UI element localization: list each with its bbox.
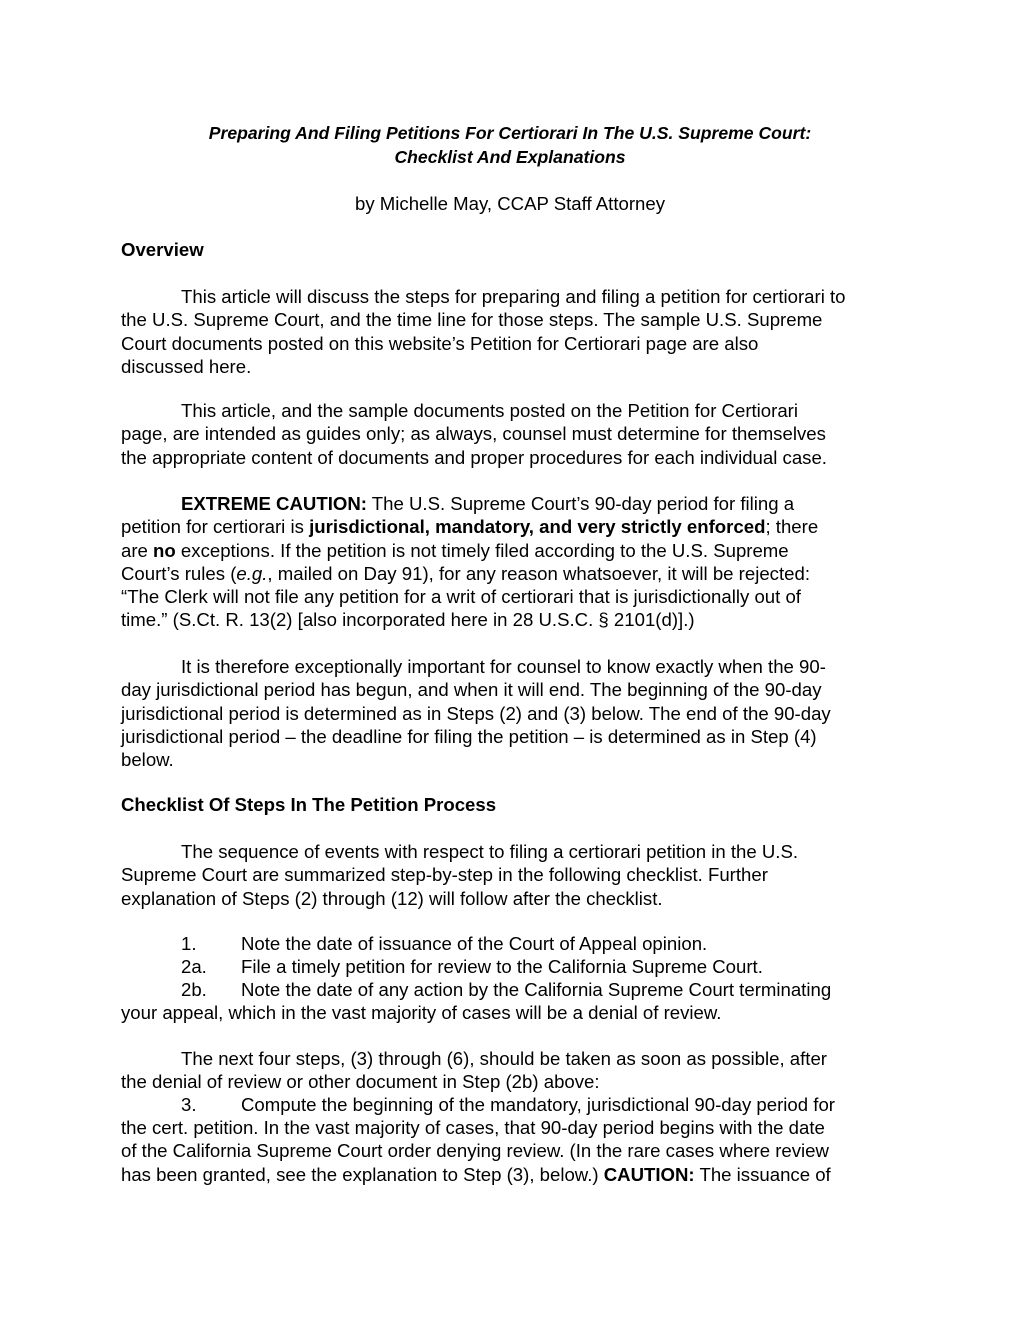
caution-paragraph xyxy=(121,492,911,632)
checklist-item-2b xyxy=(181,978,911,1001)
caution-italic-eg: e.g. xyxy=(236,562,268,584)
item-text: Compute the beginning of the mandatory, jurisdictional 90-day period for xyxy=(241,1094,835,1115)
item-text: Note the date of any action by the California Supreme Court terminating xyxy=(241,979,832,1000)
next-steps-paragraph: The next four steps, (3) through (6), should be taken as soon as possible, after the denial of review or other document in Step (2b) above: xyxy=(121,1048,827,1093)
caution-bold-no: no xyxy=(153,539,176,561)
overview-heading: Overview xyxy=(121,239,204,260)
item-text: Note the date of issuance of the Court of Appeal opinion. xyxy=(241,933,708,954)
step3-caution-label: CAUTION: xyxy=(603,1163,695,1185)
checklist-heading: Checklist Of Steps In The Petition Process xyxy=(121,794,497,815)
checklist-item-3-continued xyxy=(121,1116,911,1186)
overview-paragraph-1: This article will discuss the steps for preparing and filing a petition for certiorari to the U.S. Supreme Court, and the time line for those steps. The sample U.S. Supreme Court documents posted on this website’s Petition for Certiorari page are also discussed here. xyxy=(121,286,846,377)
item-text: File a timely petition for review to the California Supreme Court. xyxy=(241,956,763,977)
item-number: 2a. xyxy=(181,956,207,977)
title-line-2: Checklist And Explanations xyxy=(394,146,626,167)
checklist-intro: The sequence of events with respect to filing a certiorari petition in the U.S. Supreme Court are summarized step-by-step in the following checklist. Further explanation of Steps (2) through (12) will follow after the checklist. xyxy=(121,841,799,909)
overview-paragraph-2: This article, and the sample documents posted on the Petition for Certiorari page, are intended as guides only; as always, counsel must determine for themselves the appropriate content of documents and proper procedures for each individual case. xyxy=(121,400,827,468)
document-title xyxy=(121,122,899,169)
author-byline: by Michelle May, CCAP Staff Attorney xyxy=(354,193,666,214)
caution-text-3: exceptions. If the petition is not timely filed according to the U.S. Supreme Court’s rules ( xyxy=(121,539,789,584)
step3-text: the cert. petition. In the vast majority of cases, that 90-day period begins with the date of the California Supreme Court order denying review. (In the rare cases where review has been granted, see the explanation to Step (3), below.) xyxy=(121,1117,829,1185)
caution-text-4: , mailed on Day 91), for any reason whatsoever, it will be rejected: “The Clerk will not file any petition for a writ of certiorari that is jurisdictionally out of time.” (S.Ct. R. 13(2) [also incorporated here in 28 U.S.C. § 2101(d)].) xyxy=(121,562,810,631)
item-number: 1. xyxy=(181,933,197,954)
step3-tail: The issuance of xyxy=(694,1163,831,1185)
caution-text-2: ; there are xyxy=(121,516,819,561)
overview-paragraph-4: It is therefore exceptionally important for counsel to know exactly when the 90- day jurisdictional period has begun, and when it will end. The beginning of the 90-day jurisdictional period is determined as in Steps (2) and (3) below. The end of the 90-day jurisdictional period – the deadline for filing the petition – is determined as in Step (4) below. xyxy=(121,656,831,771)
caution-bold-phrase: jurisdictional, mandatory, and very strictly enforced xyxy=(309,516,766,538)
caution-text-1: The U.S. Supreme Court’s 90-day period for filing a petition for certiorari is xyxy=(121,493,795,538)
checklist-item-2a xyxy=(181,955,911,978)
item-number: 2b. xyxy=(181,979,207,1000)
checklist-item-3 xyxy=(181,1093,911,1116)
checklist-item-2b-continued: your appeal, which in the vast majority of cases will be a denial of review. xyxy=(121,1002,722,1023)
checklist-item-1 xyxy=(181,932,911,955)
extreme-caution-label: EXTREME CAUTION: xyxy=(181,493,367,514)
item-number: 3. xyxy=(181,1094,197,1115)
title-line-1: Preparing And Filing Petitions For Certiorari In The U.S. Supreme Court: xyxy=(208,123,812,143)
